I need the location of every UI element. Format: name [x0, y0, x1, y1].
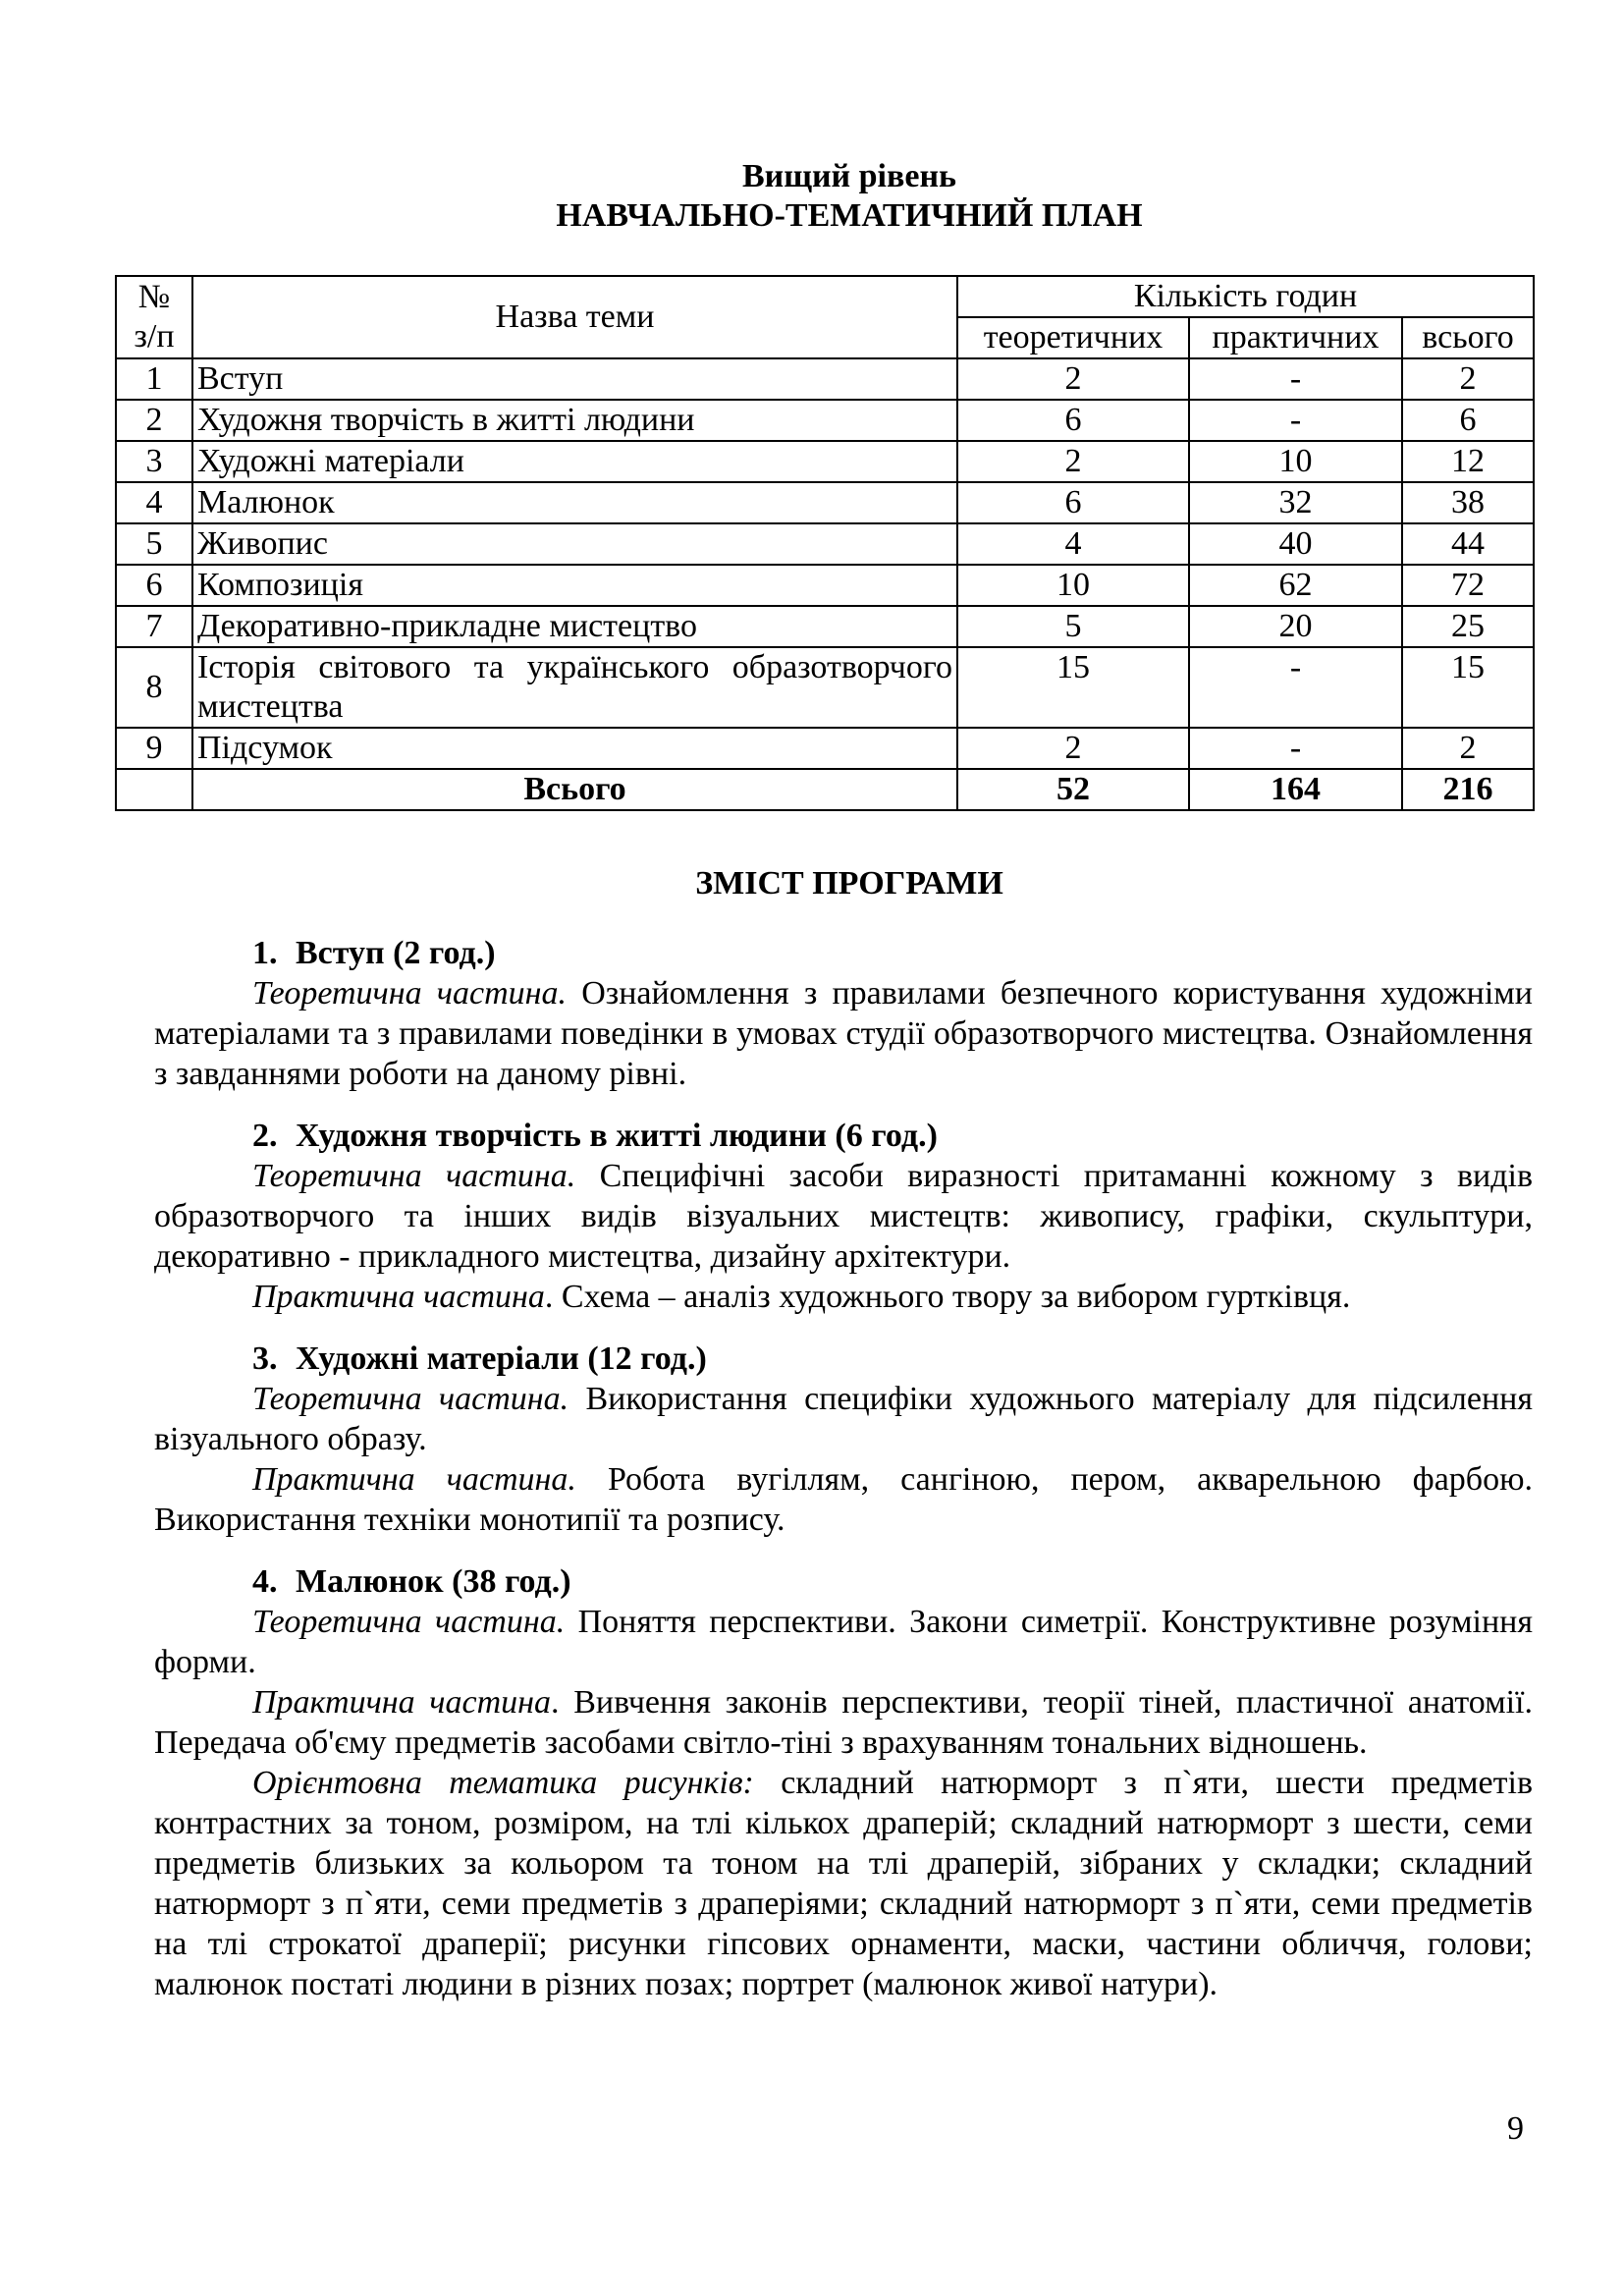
table-row — [116, 606, 1534, 647]
row-total: 6 — [1402, 400, 1534, 441]
row-practice: 40 — [1189, 523, 1402, 565]
row-theory: 4 — [957, 523, 1189, 565]
row-total: 15 — [1402, 647, 1534, 728]
header-practice: практичних — [1189, 317, 1402, 358]
paragraph-text: Робота вугіллям, сангіною, пером, акварельною фарбою. Використання техніки монотипії та розпису. — [154, 1461, 1533, 1538]
table-row — [116, 523, 1534, 565]
row-total: 25 — [1402, 606, 1534, 647]
paragraph-lead: Практична частина. — [252, 1461, 576, 1498]
row-topic: Композиція — [192, 565, 957, 606]
row-total: 12 — [1402, 441, 1534, 482]
row-total: 2 — [1402, 358, 1534, 400]
header-topic-name: Назва теми — [192, 276, 957, 358]
paragraph-lead: Практична частина — [252, 1279, 545, 1315]
topic-paragraph — [154, 1277, 1533, 1317]
row-topic: Історія світового та українського образотворчого мистецтва — [192, 647, 957, 728]
topic-number: 2. — [252, 1118, 278, 1154]
topic-heading — [154, 1116, 1533, 1156]
topic-paragraph — [154, 1602, 1533, 1682]
topic-number: 1. — [252, 935, 278, 971]
row-theory: 15 — [957, 647, 1189, 728]
row-number: 8 — [116, 647, 192, 728]
row-practice: - — [1189, 728, 1402, 769]
row-theory: 6 — [957, 400, 1189, 441]
paragraph-lead: Теоретична частина. — [252, 975, 568, 1011]
paragraph-lead: Практична частина — [252, 1684, 552, 1721]
row-practice: 10 — [1189, 441, 1402, 482]
row-practice: - — [1189, 358, 1402, 400]
program-content — [154, 933, 1533, 2026]
paragraph-text: Використання специфіки художнього матеріалу для підсилення візуального образу. — [154, 1381, 1533, 1457]
row-number: 3 — [116, 441, 192, 482]
curriculum-table — [115, 275, 1535, 811]
table-header-row — [116, 276, 1534, 317]
row-topic: Художні матеріали — [192, 441, 957, 482]
row-topic: Художня творчість в житті людини — [192, 400, 957, 441]
topic-title: Вступ (2 год.) — [296, 935, 496, 971]
paragraph-text: Специфічні засоби виразності притаманні кожному з видів образотворчого та інших видів візуальних мистецтв: живопису, графіки, скульптури, декоративно - прикладного мистецтва, дизайну архітектури. — [154, 1158, 1533, 1275]
header-hours: Кількість годин — [957, 276, 1534, 317]
topic-heading — [154, 933, 1533, 973]
total-practice: 164 — [1189, 769, 1402, 810]
paragraph-text: . Схема – аналіз художнього твору за вибором гуртківця. — [544, 1279, 1351, 1315]
paragraph-lead: Теоретична частина. — [252, 1604, 566, 1640]
row-number: 1 — [116, 358, 192, 400]
topic-paragraph — [154, 1682, 1533, 1763]
row-practice: - — [1189, 400, 1402, 441]
paragraph-text: Ознайомлення з правилами безпечного користування художніми матеріалами та з правилами поведінки в умовах студії образотворчого мистецтва. Ознайомлення з завданнями роботи на даному рівні. — [154, 975, 1533, 1092]
row-theory: 5 — [957, 606, 1189, 647]
level-title: Вищий рівень — [741, 158, 957, 194]
row-practice: - — [1189, 647, 1402, 728]
table-row — [116, 400, 1534, 441]
row-number: 6 — [116, 565, 192, 606]
paragraph-lead: Теоретична частина. — [252, 1158, 576, 1194]
row-topic: Декоративно-прикладне мистецтво — [192, 606, 957, 647]
topic-paragraph — [154, 1379, 1533, 1459]
topic-paragraph — [154, 1459, 1533, 1540]
row-theory: 2 — [957, 728, 1189, 769]
topic-paragraph — [154, 973, 1533, 1094]
total-total: 216 — [1402, 769, 1534, 810]
paragraph-lead: Теоретична частина. — [252, 1381, 569, 1417]
row-total: 2 — [1402, 728, 1534, 769]
header-total: всього — [1402, 317, 1534, 358]
topic-section — [154, 1339, 1533, 1540]
row-practice: 20 — [1189, 606, 1402, 647]
table-row — [116, 441, 1534, 482]
topic-title: Художня творчість в житті людини (6 год.) — [296, 1118, 938, 1154]
topic-heading — [154, 1339, 1533, 1379]
row-topic: Малюнок — [192, 482, 957, 523]
row-number: 5 — [116, 523, 192, 565]
paragraph-lead: Орієнтовна тематика рисунків: — [252, 1765, 754, 1801]
paragraph-text: . Вивчення законів перспективи, теорії тіней, пластичної анатомії. Передача об'єму предметів засобами світло-тіні з врахуванням тональних відношень. — [154, 1684, 1533, 1761]
header-theory: теоретичних — [957, 317, 1189, 358]
table-total-row — [116, 769, 1534, 810]
row-topic: Живопис — [192, 523, 957, 565]
total-label: Всього — [192, 769, 957, 810]
row-theory: 6 — [957, 482, 1189, 523]
row-practice: 32 — [1189, 482, 1402, 523]
topic-title: Художні матеріали (12 год.) — [296, 1340, 707, 1377]
row-theory: 2 — [957, 358, 1189, 400]
topic-paragraph — [154, 1763, 1533, 2004]
paragraph-text: складний натюрморт з п`яти, шести предметів контрастних за тоном, розміром, на тлі кількох драперій; складний натюрморт з шести, семи предметів близьких за кольором та тоном на тлі драперій, зібраних у складки; складний натюрморт з п`яти, семи предметів з драперіями; складний натюрморт з п`яти, семи предметів на тлі строкатої драперії; рисунки гіпсових орнаменти, маски, частини обличчя, голови; малюнок постаті людини в різних позах; портрет (малюнок живої натури). — [154, 1765, 1533, 2002]
topic-number: 3. — [252, 1340, 278, 1377]
row-topic: Підсумок — [192, 728, 957, 769]
row-theory: 2 — [957, 441, 1189, 482]
table-row — [116, 358, 1534, 400]
total-empty-cell — [116, 769, 192, 810]
table-row — [116, 728, 1534, 769]
plan-title: НАВЧАЛЬНО-ТЕМАТИЧНИЙ ПЛАН — [556, 197, 1143, 234]
header-number — [116, 276, 192, 358]
topic-section — [154, 1116, 1533, 1317]
row-total: 38 — [1402, 482, 1534, 523]
page-number: 9 — [1507, 2110, 1524, 2147]
topic-number: 4. — [252, 1563, 278, 1600]
row-total: 72 — [1402, 565, 1534, 606]
row-topic: Вступ — [192, 358, 957, 400]
header-number-line2: з/п — [134, 318, 175, 355]
topic-section — [154, 933, 1533, 1094]
row-theory: 10 — [957, 565, 1189, 606]
header-number-line1: № — [137, 279, 171, 315]
row-number: 4 — [116, 482, 192, 523]
row-number: 9 — [116, 728, 192, 769]
topic-paragraph — [154, 1156, 1533, 1277]
program-title: ЗМІСТ ПРОГРАМИ — [695, 865, 1003, 902]
row-number: 7 — [116, 606, 192, 647]
table-row — [116, 647, 1534, 728]
table-row — [116, 565, 1534, 606]
topic-section — [154, 1561, 1533, 2004]
row-number: 2 — [116, 400, 192, 441]
row-practice: 62 — [1189, 565, 1402, 606]
topic-heading — [154, 1561, 1533, 1602]
table-row — [116, 482, 1534, 523]
paragraph-text: Поняття перспективи. Закони симетрії. Конструктивне розуміння форми. — [154, 1604, 1533, 1680]
row-total: 44 — [1402, 523, 1534, 565]
topic-title: Малюнок (38 год.) — [296, 1563, 571, 1600]
total-theory: 52 — [957, 769, 1189, 810]
